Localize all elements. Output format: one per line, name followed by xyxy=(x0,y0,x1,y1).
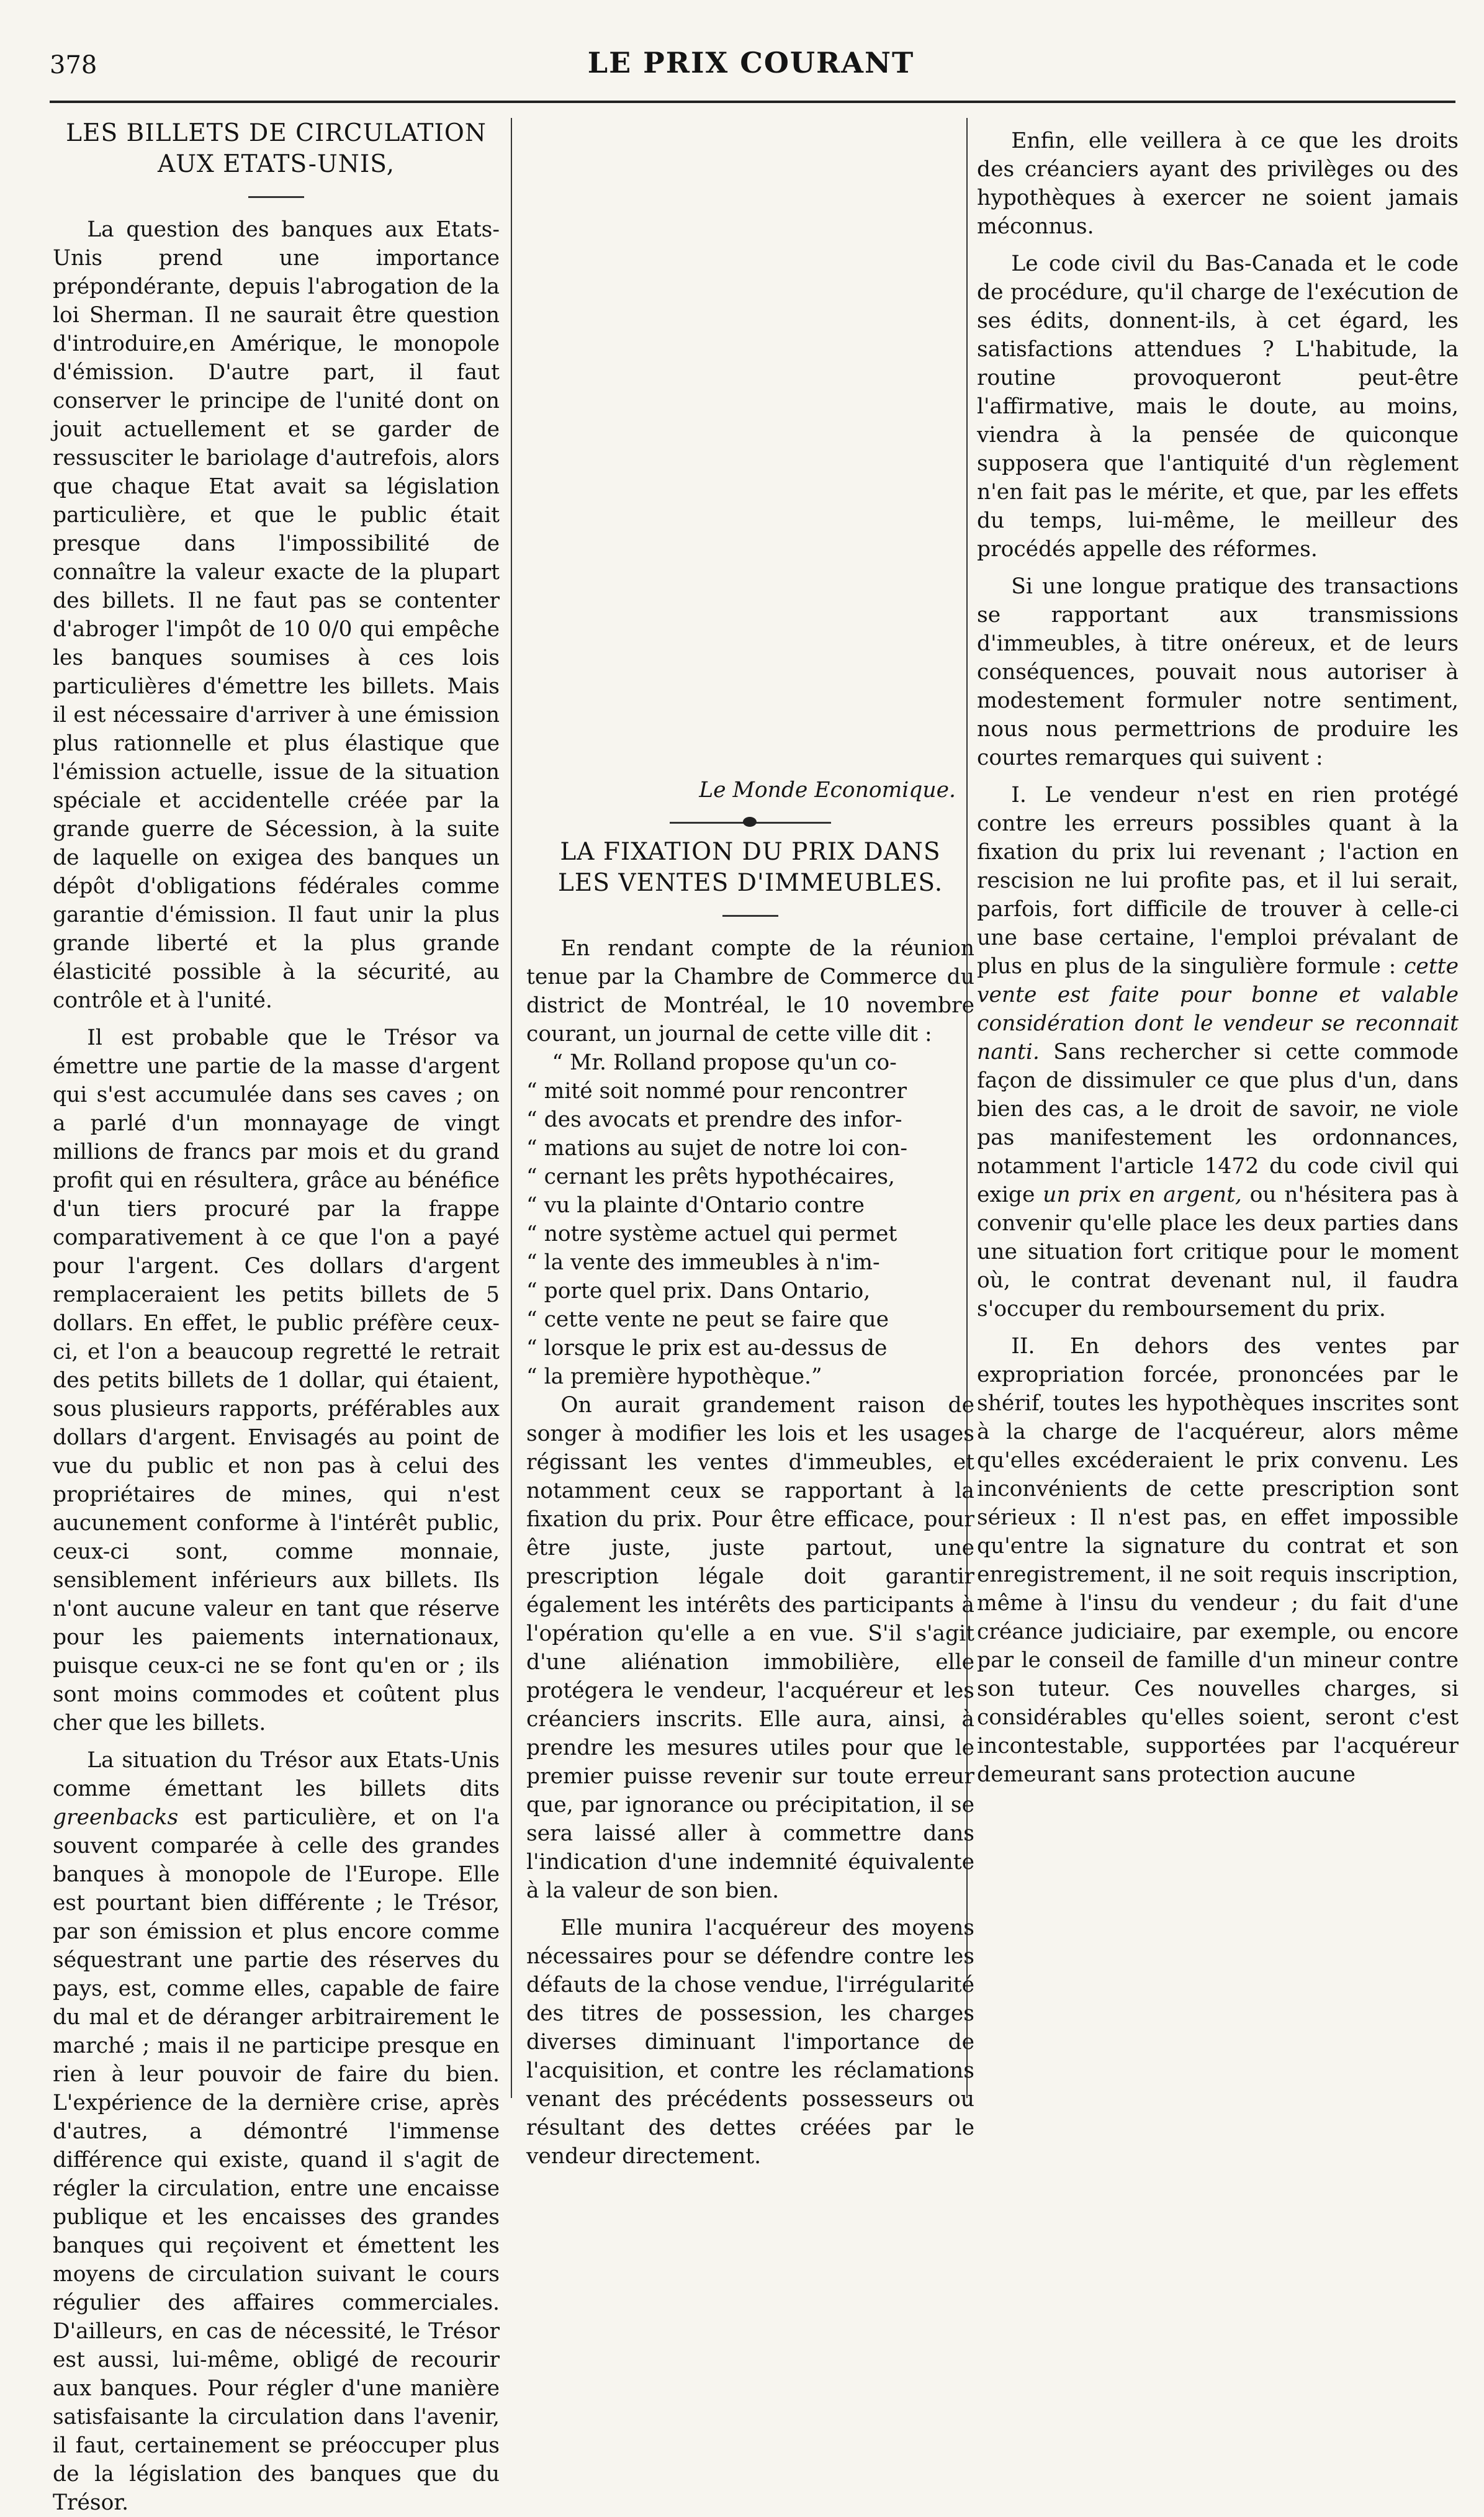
article-title-line: LES BILLETS DE CIRCULATION xyxy=(66,119,487,147)
quote-line: “ cette vente ne peut se faire que xyxy=(526,1307,889,1332)
italic-formula: cette vente est faite pour bonne et valable considération dont le vendeur se reconnait nanti. xyxy=(977,954,1459,1065)
article-title-line: LA FIXATION DU PRIX DANS xyxy=(560,838,941,866)
text-run: I. Le vendeur n'est en rien protégé contre les erreurs possibles quant à la fixation du prix lui revenant ; l'action en rescision ne lui profite pas, et il lui serait, parfois, fort difficile de trouver à celle-ci une base certaine, l'emploi prévalant de plus en plus de la singulière formule : xyxy=(977,783,1459,979)
quote-line: “ la vente des immeubles à n'im- xyxy=(526,1250,880,1275)
article-title-line: AUX ETATS-UNIS, xyxy=(157,150,395,178)
running-head: LE PRIX COURANT xyxy=(587,46,915,79)
paragraph: II. En dehors des ventes par expropriation forcée, prononcées par le shérif, toutes les hypothèques inscrites sont à la charge de l'acquéreur, alors même qu'elles excéderaient le prix convenu. Les inconvénients de cette prescription sont sérieux : Il n'est pas, en effet impossible qu'entre la signature du contrat et son enregistrement, il ne soit requis inscription, même à l'insu du vendeur ; du fait d'une créance judiciaire, par exemple, ou encore par le conseil de famille d'un mineur contre son tuteur. Ces nouvelles charges, si considérables qu'elles soient, seront c'est incontestable, supportées par l'acquéreur demeurant sans protection aucune xyxy=(977,1334,1459,1787)
quote-line: “ mité soit nommé pour rencontrer xyxy=(526,1079,907,1104)
section-rule xyxy=(722,915,778,917)
article-title-billets xyxy=(53,118,500,180)
column-2 xyxy=(526,118,974,2169)
italic-term: un prix en argent, xyxy=(1043,1182,1242,1207)
paragraph: Enfin, elle veillera à ce que les droits des créanciers ayant des privilèges ou des hypothèques à exercer ne soient jamais méconnus. xyxy=(977,128,1459,239)
paragraph: Le code civil du Bas-Canada et le code de procédure, qu'il charge de l'exécution de ses édits, donnent-ils, à cet égard, les satisfactions attendues ? L'habitude, la routine provoqueront peut-être l'affirmative, mais le doute, au moins, viendra à la pensée de quiconque supposera que l'antiquité d'un règlement n'en fait pas le mérite, et que, par les effets du temps, lui-même, le meilleur des procédés appelle des réformes. xyxy=(977,251,1459,562)
paragraph xyxy=(977,781,1459,1323)
quote-line: “ mations au sujet de notre loi con- xyxy=(526,1136,908,1161)
column-3 xyxy=(977,118,1459,2098)
paragraph: En rendant compte de la réunion tenue par la Chambre de Commerce du district de Montréal, le 10 novembre courant, un journal de cette ville dit : xyxy=(526,936,974,1047)
header-rule xyxy=(50,101,1455,103)
page-number: 378 xyxy=(50,51,97,79)
text-run: La situation du Trésor aux Etats-Unis comme émettant les billets dits xyxy=(53,1748,500,1801)
paragraph: Il est probable que le Trésor va émettre une partie de la masse d'argent qui s'est accumulée dans ses caves ; on a parlé d'un monnayage de vingt millions de francs par mois et du grand profit qui en résultera, grâce au bénéfice d'un tiers procuré par la frappe comparativement à ce que l'on a payé pour l'argent. Ces dollars d'argent remplaceraient les petits billets de 5 dollars. En effet, le public préfère ceux-ci, et l'on a beaucoup regretté le retrait des petits billets de 1 dollar, qui étaient, sous plusieurs rapports, préférables aux dollars d'argent. Envisagés au point de vue du public et non pas à celui des propriétaires de mines, qui n'est aucunement conforme à l'intérêt public, ceux-ci sont, comme monnaie, sensiblement inférieurs aux billets. Ils n'ont aucune valeur en tant que réserve pour les paiements internationaux, puisque ceux-ci ne se font qu'en or ; ils sont moins commodes et coûtent plus cher que les billets. xyxy=(53,1025,500,1736)
paragraph: On aurait grandement raison de songer à modifier les lois et les usages régissant les ventes d'immeubles, et notamment ceux se rapportant à la fixation du prix. Pour être efficace, pour être juste, juste partout, une prescription légale doit garantir également les intérêts des participants à l'opération qu'elle a en vue. S'il s'agit d'une aliénation immobilière, elle protégera le vendeur, l'acquéreur et les créanciers inscrits. Elle aura, ainsi, à prendre les mesures utiles pour que le premier puisse revenir sur toute erreur que, par ignorance ou précipitation, il se sera laissé aller à commettre dans l'indication d'une indemnité équivalente à la valeur de son bien. xyxy=(526,1393,974,1903)
article-title-fixation xyxy=(526,837,974,899)
text-run: ou n'hésitera pas à convenir qu'elle place les deux parties dans une situation fort critique pour le moment où, le contrat devenant nul, il faudra s'occuper du remboursement du prix. xyxy=(977,1182,1459,1322)
paragraph xyxy=(53,1746,500,2517)
quote-line: “ vu la plainte d'Ontario contre xyxy=(526,1193,865,1218)
continuation-spacer xyxy=(526,118,974,776)
quote-line: “ la première hypothèque.” xyxy=(526,1364,822,1389)
quote-line: “ cernant les prêts hypothécaires, xyxy=(526,1164,895,1189)
paragraph: Elle munira l'acquéreur des moyens nécessaires pour se défendre contre les défauts de la chose vendue, l'irrégularité des titres de possession, les charges diverses diminuant l'importance de l'acquisition, et contre les réclamations venant des précédents possesseurs ou résultant des dettes créées par le vendeur directement. xyxy=(526,1916,974,2169)
quote-line: “ Mr. Rolland propose qu'un co- xyxy=(552,1050,897,1075)
text-run: Sans rechercher si cette commode façon de dissimuler ce que plus d'un, dans bien des cas, a le droit de savoir, ne viole pas manifestement les ordonnances, notamment l'article 1472 du code civil qui exige xyxy=(977,1040,1459,1207)
quote-line: “ notre système actuel qui permet xyxy=(526,1222,897,1246)
italic-term: greenbacks xyxy=(53,1805,179,1830)
page-header xyxy=(50,40,1452,89)
paragraph: Si une longue pratique des transactions se rapportant aux transmissions d'immeubles, à titre onéreux, et de leurs conséquences, pouvait nous autoriser à modestement formuler notre sentiment, nous nous permettrions de produire les courtes remarques qui suivent : xyxy=(977,574,1459,770)
article-title-line: LES VENTES D'IMMEUBLES. xyxy=(557,869,943,897)
column-divider xyxy=(511,118,512,2098)
quote-line: “ lorsque le prix est au-dessus de xyxy=(526,1336,888,1361)
ornamental-rule xyxy=(670,819,831,826)
article-signature: Le Monde Economique. xyxy=(699,778,956,803)
text-run: est particulière, et on l'a souvent comparée à celle des grandes banques à monopole de l'Europe. Elle est pourtant bien différente ; le Trésor, par son émission et plus encore comme séquestrant une partie des réserves du pays, est, comme elles, capable de faire du mal et de déranger arbitrairement le marché ; mais il ne participe presque en rien à leur pouvoir de faire du bien. L'expérience de la dernière crise, après d'autres, a démontré l'immense différence qui existe, quand il s'agit de régler la circulation, entre une encaisse publique et les encaisses des grandes banques qui reçoivent et émettent les moyens de circulation suivant le cours régulier des affaires commerciales. D'ailleurs, en cas de nécessité, le Trésor est aussi, lui-même, obligé de recourir aux banques. Pour régler d'une manière satisfaisante la circulation dans l'avenir, il faut, certainement se préoccuper plus de la législation des banques que du Trésor. xyxy=(53,1805,500,2515)
column-1 xyxy=(53,118,500,2515)
section-rule xyxy=(248,196,304,198)
quote-line: “ des avocats et prendre des infor- xyxy=(526,1107,902,1132)
quotation-block xyxy=(526,1048,974,1391)
quote-line: “ porte quel prix. Dans Ontario, xyxy=(526,1279,871,1304)
paragraph: La question des banques aux Etats-Unis prend une importance prépondérante, depuis l'abrogation de la loi Sherman. Il ne saurait être question d'introduire,en Amérique, le monopole d'émission. D'autre part, il faut conserver le principe de l'unité dont on jouit actuellement et se garder de ressusciter le bariolage d'autrefois, alors que chaque Etat avait sa législation particulière, et que le public était presque dans l'impossibilité de connaître la valeur exacte de la plupart des billets. Il ne faut pas se contenter d'abroger l'impôt de 10 0/0 qui empêche les banques soumises à ces lois particulières d'émettre les billets. Mais il est nécessaire d'arriver à une émission plus rationnelle et plus élastique que l'émission actuelle, issue de la situation spéciale et accidentelle créée par la grande guerre de Sécession, à la suite de laquelle on exigea des banques un dépôt d'obligations fédérales comme garantie d'émission. Il faut unir la plus grande liberté et la plus grande élasticité possible à la sécurité, au contrôle et à l'unité. xyxy=(53,217,500,1013)
